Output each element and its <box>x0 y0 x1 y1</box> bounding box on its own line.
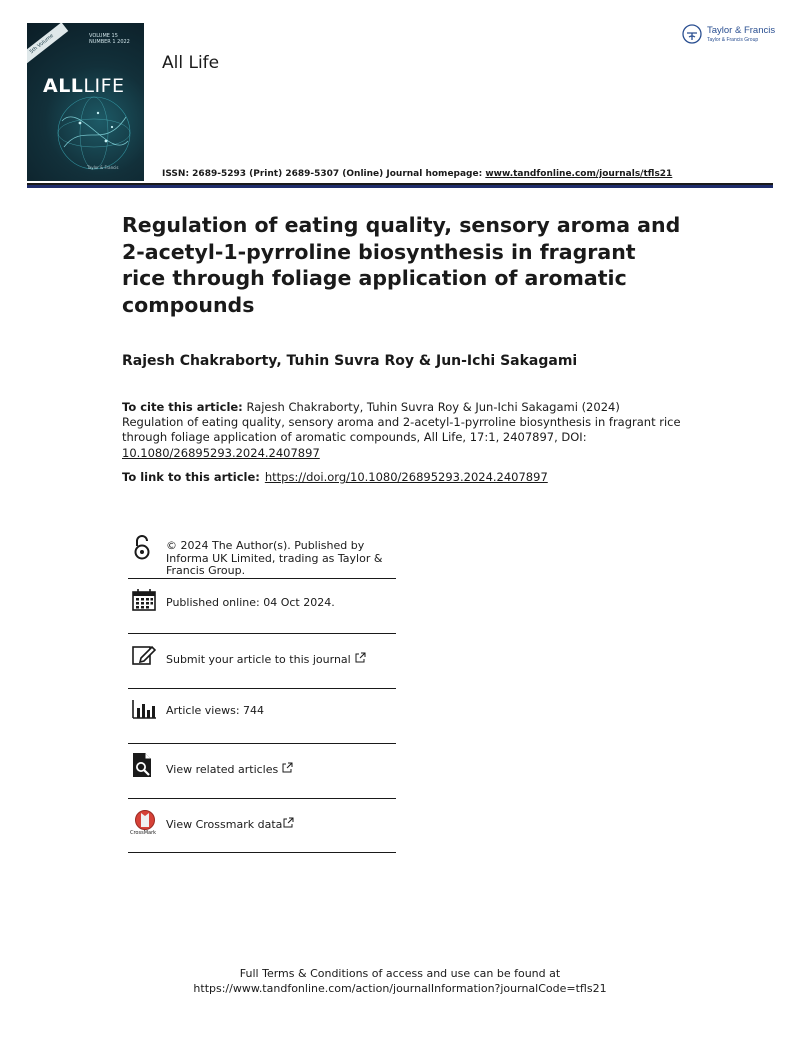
edit-pencil-icon <box>132 644 156 666</box>
submit-article-text: Submit your article to this journal <box>166 653 351 666</box>
issn-line <box>162 169 672 179</box>
footer-terms <box>0 966 800 996</box>
info-row-copyright <box>128 530 396 579</box>
footer-terms-link[interactable]: https://www.tandfonline.com/action/journalInformation?journalCode=tfls21 <box>193 982 607 995</box>
cover-globe-graphic <box>50 91 138 171</box>
info-row-related[interactable] <box>128 744 396 799</box>
publisher-logo-icon <box>682 24 702 44</box>
cover-logo-thin: LIFE <box>83 75 125 97</box>
citation-block <box>122 400 682 461</box>
publisher-logo-subtitle: Taylor & Francis Group <box>707 37 759 43</box>
related-articles-text: View related articles <box>166 763 279 776</box>
journal-homepage-link[interactable]: www.tandfonline.com/journals/tfls21 <box>485 169 673 179</box>
article-authors: Rajesh Chakraborty, Tuhin Suvra Roy & Jun-Ichi Sakagami <box>122 353 578 369</box>
article-info-list <box>128 530 396 853</box>
crossmark-icon <box>132 809 158 839</box>
article-doi-url-link[interactable]: https://doi.org/10.1080/26895293.2024.2407897 <box>264 470 548 484</box>
header-rule-blue <box>27 185 773 188</box>
open-access-lock-icon <box>132 534 152 560</box>
external-link-icon <box>283 817 294 828</box>
submit-article-link[interactable] <box>166 652 366 667</box>
article-link-line <box>122 470 548 484</box>
article-title: Regulation of eating quality, sensory aroma and 2-acetyl-1-pyrroline biosynthesis in fragrant rice through foliage application of aromatic compounds <box>122 213 681 317</box>
crossmark-text: View Crossmark data <box>166 818 283 831</box>
info-row-views <box>128 689 396 744</box>
publisher-logo-title: Taylor & Francis <box>707 25 776 36</box>
issn-text: ISSN: 2689-5293 (Print) 2689-5307 (Online) Journal homepage: <box>162 169 486 179</box>
cover-volume-text: VOLUME 15 NUMBER 1 2022 <box>89 33 130 45</box>
article-views-text: Article views: 744 <box>166 704 265 717</box>
citation-label: To cite this article: <box>122 400 243 414</box>
published-date-text: Published online: 04 Oct 2024. <box>166 596 335 609</box>
document-search-icon <box>132 752 154 778</box>
external-link-icon <box>282 762 293 773</box>
article-link-label: To link to this article: <box>122 470 260 484</box>
citation-doi-link[interactable]: 10.1080/26895293.2024.2407897 <box>122 445 320 460</box>
crossmark-badge-icon <box>132 809 158 831</box>
calendar-icon <box>132 589 156 611</box>
related-articles-link[interactable] <box>166 762 293 777</box>
footer-line-1: Full Terms & Conditions of access and use can be found at <box>239 967 561 980</box>
info-row-published <box>128 579 396 634</box>
copyright-text: © 2024 The Author(s). Published by Informa UK Limited, trading as Taylor & Francis Group. <box>166 539 383 578</box>
cover-logo-bold: ALL <box>43 75 84 97</box>
crossmark-link[interactable] <box>166 817 294 832</box>
crossmark-icon-label: CrossMark <box>130 830 157 836</box>
journal-cover-image <box>27 23 144 181</box>
publisher-logo <box>682 22 778 50</box>
journal-name: All Life <box>162 53 220 73</box>
citation-text: Rajesh Chakraborty, Tuhin Suvra Roy & Jun-Ichi Sakagami (2024) Regulation of eating quality, sensory aroma and 2-acetyl-1-pyrroline biosynthesis in fragrant rice through foliage application of aromatic compounds, All Life, 17:1, 2407897, DOI: <box>122 400 681 445</box>
cover-publisher-text: Taylor & Francis <box>87 165 119 170</box>
info-row-crossmark[interactable] <box>128 799 396 853</box>
cover-ribbon: 5th Volume <box>27 23 68 67</box>
info-row-submit[interactable] <box>128 634 396 689</box>
bar-chart-icon <box>132 699 156 719</box>
external-link-icon <box>355 652 366 663</box>
